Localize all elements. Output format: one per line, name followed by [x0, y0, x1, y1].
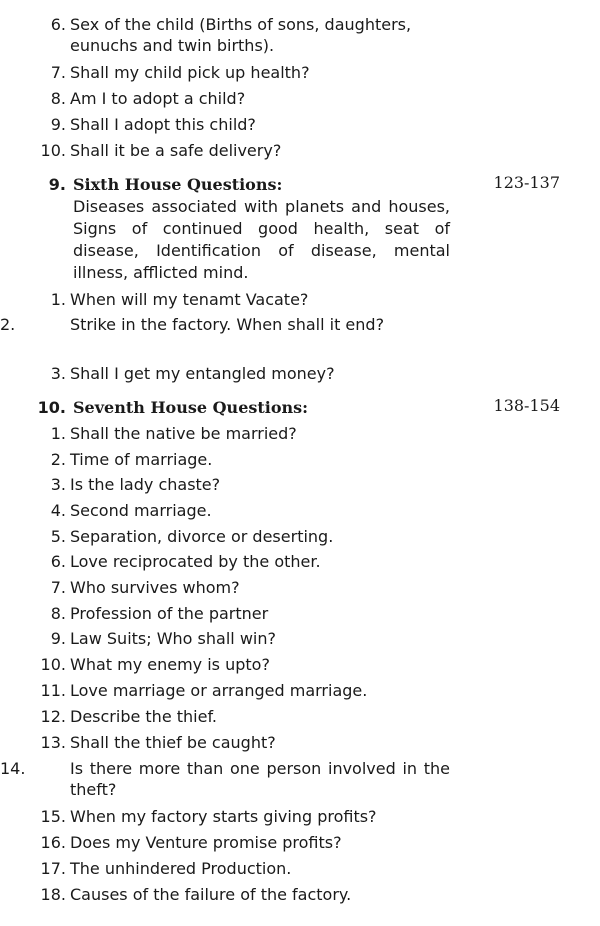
item-text: What my enemy is upto? [70, 655, 270, 674]
list-item [0, 758, 450, 800]
list-item [50, 577, 450, 598]
item-text: Does my Venture promise profits? [70, 833, 342, 852]
item-text: Love reciprocated by the other. [70, 552, 321, 571]
item-number: 2. [0, 315, 16, 334]
list-item [40, 680, 450, 701]
list-item [40, 654, 450, 675]
item-text: Describe the thief. [70, 707, 218, 726]
item-number: 1. [50, 424, 66, 443]
item-text: Who survives whom? [70, 578, 240, 597]
item-text: Separation, divorce or deserting. [70, 527, 334, 546]
item-number: 9. [50, 629, 66, 648]
item-text: Shall I adopt this child? [70, 115, 256, 134]
list-item [50, 289, 450, 310]
item-number: 3. [50, 364, 66, 383]
item-number: 5. [50, 527, 66, 546]
item-number: 12. [40, 707, 66, 726]
item-number: 14. [0, 759, 26, 778]
item-number: 1. [50, 290, 66, 309]
item-number: 11. [40, 681, 66, 700]
item-text: Time of marriage. [70, 450, 213, 469]
item-text: Second marriage. [70, 501, 212, 520]
list-item [40, 806, 450, 827]
list-item [50, 62, 450, 83]
list-item [50, 500, 450, 521]
list-item [50, 363, 450, 384]
item-text: Is there more than one person involved in the theft? [70, 759, 450, 799]
item-number: 2. [50, 450, 66, 469]
item-number: 4. [50, 501, 66, 520]
item-number: 7. [50, 578, 66, 597]
item-number: 7. [50, 63, 66, 82]
list-item [50, 14, 450, 56]
item-text: Sex of the child (Births of sons, daughters, eunuchs and twin births). [70, 15, 412, 55]
list-item [40, 140, 450, 161]
item-number: 16. [40, 833, 66, 852]
item-text: Causes of the failure of the factory. [70, 885, 352, 904]
section-title: Sixth House Questions: [73, 175, 283, 194]
item-number: 6. [50, 552, 66, 571]
item-number: 8. [50, 604, 66, 623]
list-item [50, 551, 450, 572]
list-item [50, 449, 450, 470]
item-number: 9. [50, 115, 66, 134]
list-item [50, 474, 450, 495]
item-text: Love marriage or arranged marriage. [70, 681, 368, 700]
item-text: When will my tenamt Vacate? [70, 290, 309, 309]
list-item [50, 423, 450, 444]
section-number: 10. [37, 398, 66, 417]
item-number: 17. [40, 859, 66, 878]
list-item [40, 884, 450, 905]
section-page-range: 138-154 [493, 396, 560, 415]
item-number: 15. [40, 807, 66, 826]
item-number: 18. [40, 885, 66, 904]
list-item [40, 858, 450, 879]
item-text: Shall it be a safe delivery? [70, 141, 282, 160]
item-number: 13. [40, 733, 66, 752]
list-item [50, 114, 450, 135]
item-text: Strike in the factory. When shall it end? [70, 315, 385, 334]
item-text: Is the lady chaste? [70, 475, 221, 494]
list-item [40, 832, 450, 853]
item-text: Shall my child pick up health? [70, 63, 310, 82]
item-number: 8. [50, 89, 66, 108]
item-number: 6. [50, 15, 66, 34]
list-item [50, 88, 450, 109]
item-text: When my factory starts giving profits? [70, 807, 377, 826]
section-page-range: 123-137 [493, 173, 560, 192]
item-number: 3. [50, 475, 66, 494]
list-item [0, 314, 450, 335]
list-item [50, 526, 450, 547]
list-item [50, 603, 450, 624]
section-number: 9. [48, 175, 66, 194]
item-text: Profession of the partner [70, 604, 269, 623]
section-title: Seventh House Questions: [73, 398, 309, 417]
item-text: The unhindered Production. [70, 859, 292, 878]
item-text: Shall the thief be caught? [70, 733, 276, 752]
item-number: 10. [40, 655, 66, 674]
list-item [50, 628, 450, 649]
item-text: Am I to adopt a child? [70, 89, 246, 108]
list-item [40, 732, 450, 753]
item-text: Shall the native be married? [70, 424, 297, 443]
list-item [40, 706, 450, 727]
item-number: 10. [40, 141, 66, 160]
item-text: Shall I get my entangled money? [70, 364, 335, 383]
item-text: Law Suits; Who shall win? [70, 629, 276, 648]
section-description: Diseases associated with planets and houses, Signs of continued good health, seat of disease, Identification of disease, mental illness, afflicted mind. [73, 197, 450, 282]
